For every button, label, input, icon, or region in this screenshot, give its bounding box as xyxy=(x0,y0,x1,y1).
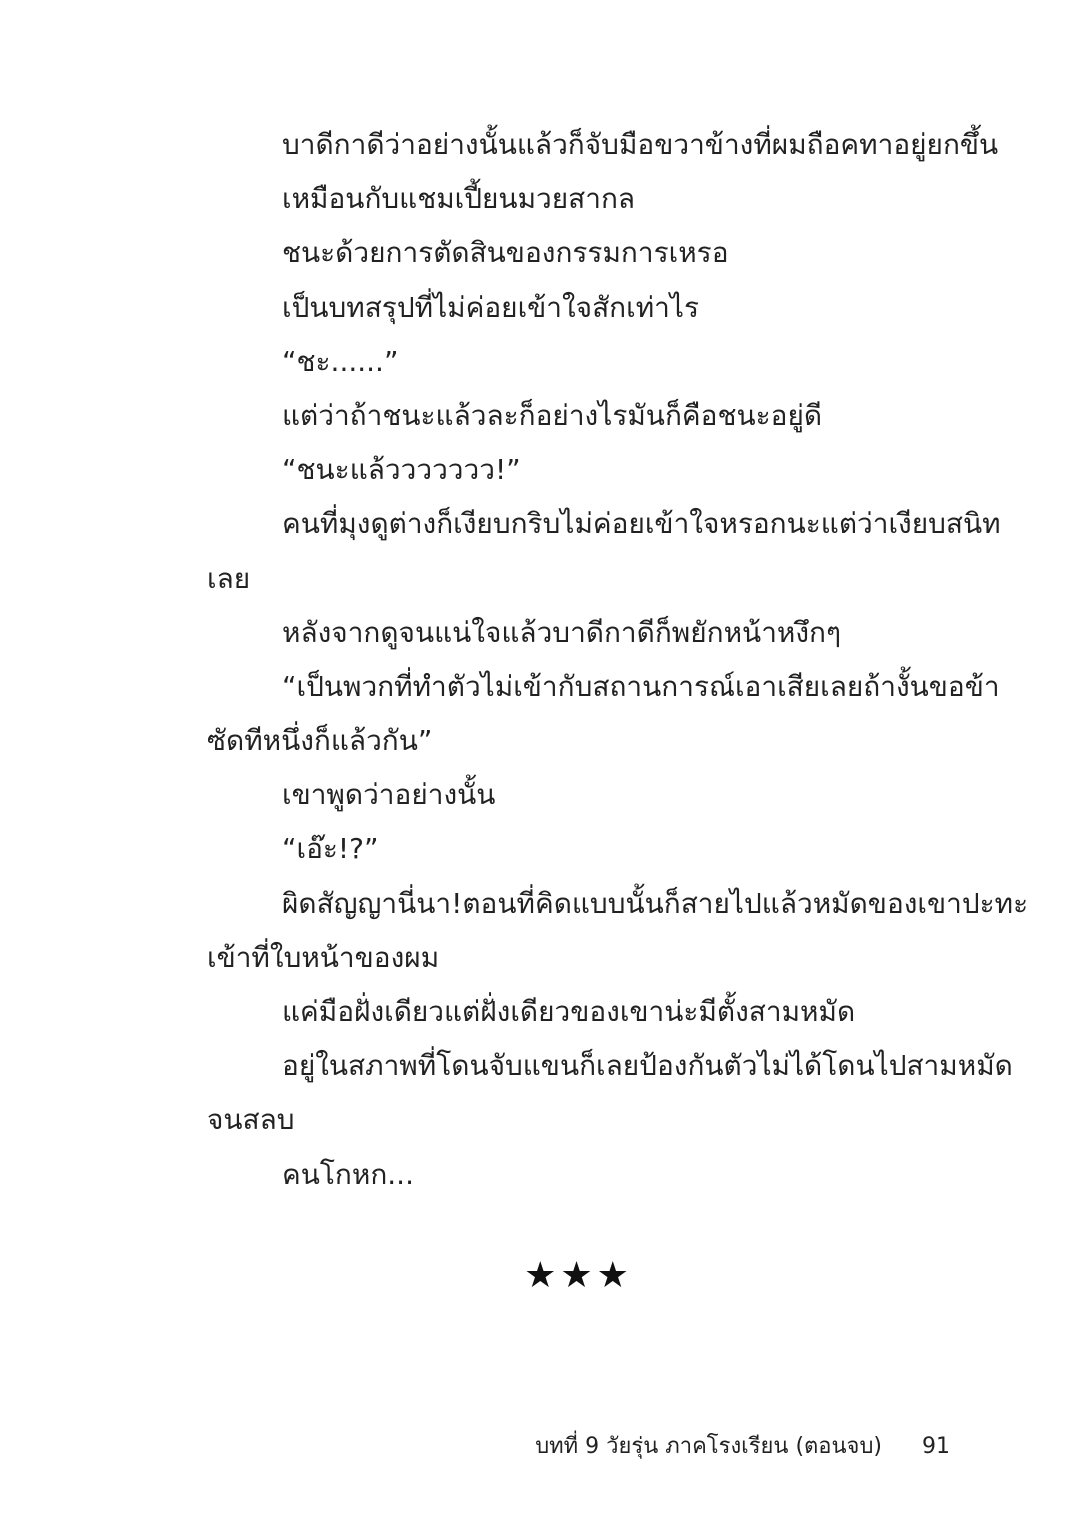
text-segment: หมัดของเขาปะทะ xyxy=(812,886,1029,920)
page-footer xyxy=(535,1428,950,1463)
scene-break-stars: ★★★ xyxy=(524,1255,633,1296)
text-segment: ตอนที่คิดแบบนั้นก็สายไปแล้ว xyxy=(462,886,813,920)
paragraph-line: แต่ว่าถ้าชนะแล้วละก็อย่างไรมันก็คือชนะอยู่ดี xyxy=(282,398,823,432)
dialogue-line xyxy=(207,660,1000,714)
paragraph-line: บาดีกาดีว่าอย่างนั้นแล้วก็จับมือขวาข้างที่ผมถือคทาอยู่ยกขึ้น xyxy=(282,128,999,161)
paragraph-line: เป็นบทสรุปที่ไม่ค่อยเข้าใจสักเท่าไร xyxy=(282,290,699,324)
paragraph-line: เขาพูดว่าอย่างนั้น xyxy=(282,778,496,812)
paragraph-line xyxy=(207,877,1029,931)
paragraph-continuation: ซัดทีหนึ่งก็แล้วกัน” xyxy=(207,724,433,758)
paragraph-line: เหมือนกับแชมเปี้ยนมวยสากล xyxy=(282,182,636,216)
paragraph-line: แค่มือฝั่งเดียวแต่ฝั่งเดียวของเขาน่ะมีตั้งสามหมัด xyxy=(282,995,856,1028)
text-segment: คนที่มุงดูต่างก็เงียบกริบ xyxy=(282,507,561,541)
text-segment: ไม่ค่อยเข้าใจหรอกนะแต่ว่าเงียบสนิท xyxy=(560,507,1001,541)
dialogue-line: “เอ๊ะ!?” xyxy=(282,832,379,866)
chapter-title: บทที่ 9 วัยรุ่น ภาคโรงเรียน (ตอนจบ) xyxy=(535,1434,882,1459)
text-segment: ถ้างั้นขอข้า xyxy=(863,669,1000,703)
page-number: 91 xyxy=(922,1434,950,1459)
paragraph-line: ชนะด้วยการตัดสินของกรรมการเหรอ xyxy=(282,236,729,270)
text-segment: ผิดสัญญานี่นา! xyxy=(282,886,463,920)
body-text xyxy=(207,118,1029,1202)
dialogue-line: “ชนะแล้ววววววว!” xyxy=(282,453,521,487)
paragraph-continuation: เลย xyxy=(207,561,251,595)
paragraph-line: หลังจากดูจนแน่ใจแล้วบาดีกาดีก็พยักหน้าหงึกๆ xyxy=(282,615,842,649)
paragraph-line xyxy=(207,497,1001,551)
text-segment: อยู่ในสภาพที่โดนจับแขนก็เลยป้องกันตัวไม่ได้ xyxy=(282,1049,823,1083)
text-segment: โดนไปสามหมัด xyxy=(822,1049,1013,1083)
paragraph-line xyxy=(207,1039,1013,1093)
paragraph-line: คนโกหก... xyxy=(282,1157,414,1191)
paragraph-continuation: เข้าที่ใบหน้าของผม xyxy=(207,940,440,974)
paragraph-continuation: จนสลบ xyxy=(207,1103,295,1137)
text-segment: “เป็นพวกที่ทำตัวไม่เข้ากับสถานการณ์เอาเสียเลย xyxy=(282,669,864,703)
dialogue-line: “ชะ......” xyxy=(282,344,399,378)
